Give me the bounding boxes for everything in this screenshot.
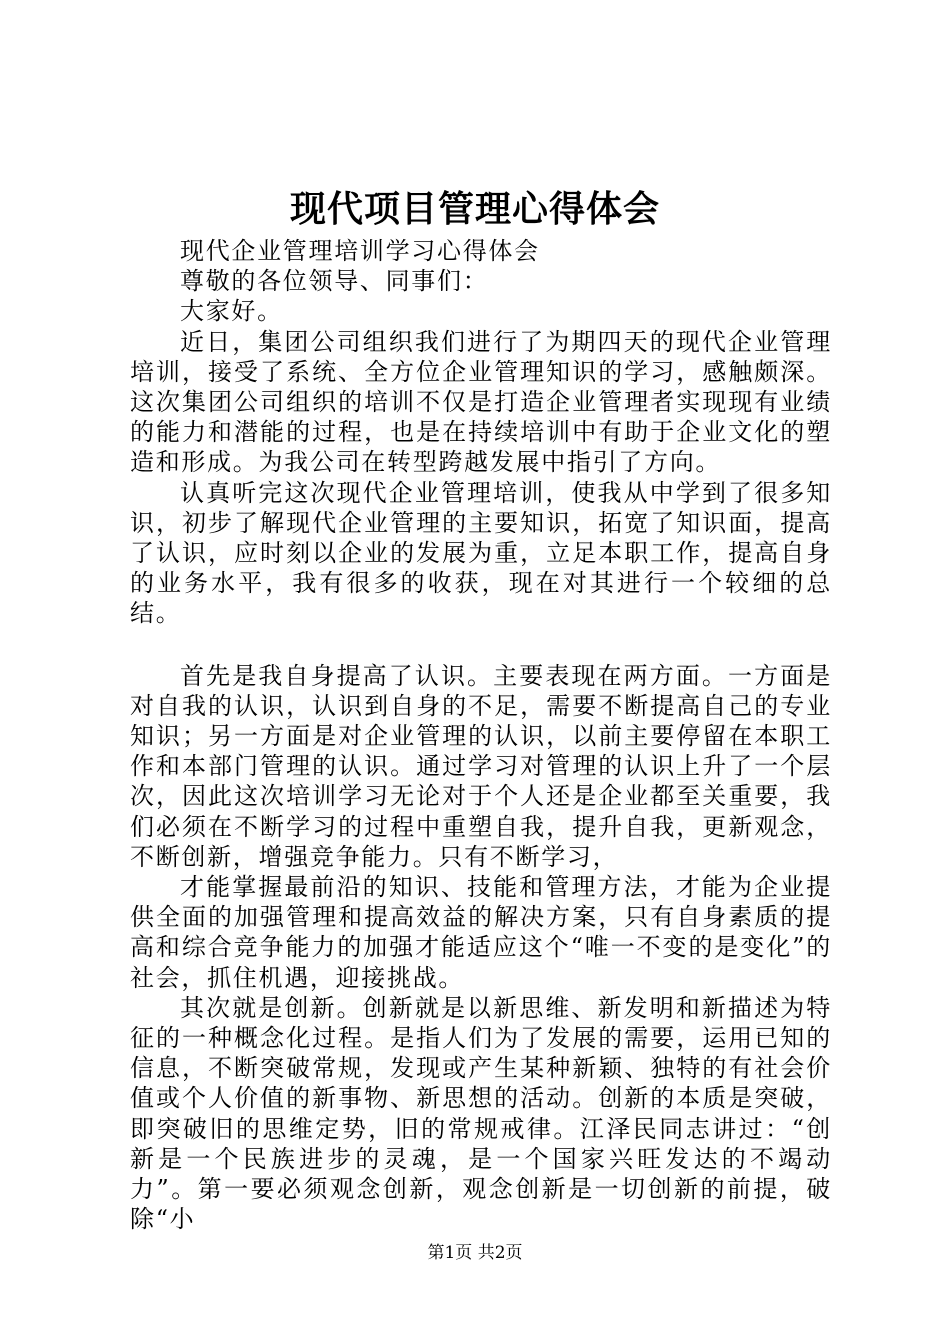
body-paragraph: 认真听完这次现代企业管理培训，使我从中学到了很多知识，初步了解现代企业管理的主要知识，拓宽了知识面，提高了认识，应时刻以企业的发展为重，立足本职工作，提高自身的业务水平，我有很多的收获，现在对其进行一个较细的总结。 — [130, 478, 832, 628]
page-number-footer: 第1页 共2页 — [427, 1243, 523, 1263]
salutation-paragraph: 尊敬的各位领导、同事们： — [180, 267, 489, 296]
body-paragraph: 才能掌握最前沿的知识、技能和管理方法，才能为企业提供全面的加强管理和提高效益的解决方案，只有自身素质的提高和综合竞争能力的加强才能适应这个“唯一不变的是变化”的社会，抓住机遇，迎接挑战。 — [130, 873, 832, 992]
document-body — [130, 236, 832, 1235]
body-paragraph: 首先是我自身提高了认识。主要表现在两方面。一方面是对自我的认识，认识到自身的不足，需要不断提高自己的专业知识；另一方面是对企业管理的认识，以前主要停留在本职工作和本部门管理的认识。通过学习对管理的认识上升了一个层次，因此这次培训学习无论对于个人还是企业都至关重要，我们必须在不断学习的过程中重塑自我，提升自我，更新观念，不断创新，增强竞争能力。只有不断学习， — [130, 661, 832, 871]
body-paragraph: 近日，集团公司组织我们进行了为期四天的现代企业管理培训，接受了系统、全方位企业管理知识的学习，感触颇深。这次集团公司组织的培训不仅是打造企业管理者实现现有业绩的能力和潜能的过程，也是在持续培训中有助于企业文化的塑造和形成。为我公司在转型跨越发展中指引了方向。 — [130, 327, 832, 477]
body-paragraph: 其次就是创新。创新就是以新思维、新发明和新描述为特征的一种概念化过程。是指人们为了发展的需要，运用已知的信息，不断突破常规，发现或产生某种新颖、独特的有社会价值或个人价值的新事物、新思想的活动。创新的本质是突破，即突破旧的思维定势，旧的常规戒律。江泽民同志讲过：“创新是一个民族进步的灵魂，是一个国家兴旺发达的不竭动力”。第一要必须观念创新，观念创新是一切创新的前提，破除“小 — [130, 993, 832, 1234]
document-title: 现代项目管理心得体会 — [289, 188, 660, 230]
greeting-paragraph: 大家好。 — [180, 297, 283, 326]
subtitle-paragraph: 现代企业管理培训学习心得体会 — [180, 237, 540, 265]
